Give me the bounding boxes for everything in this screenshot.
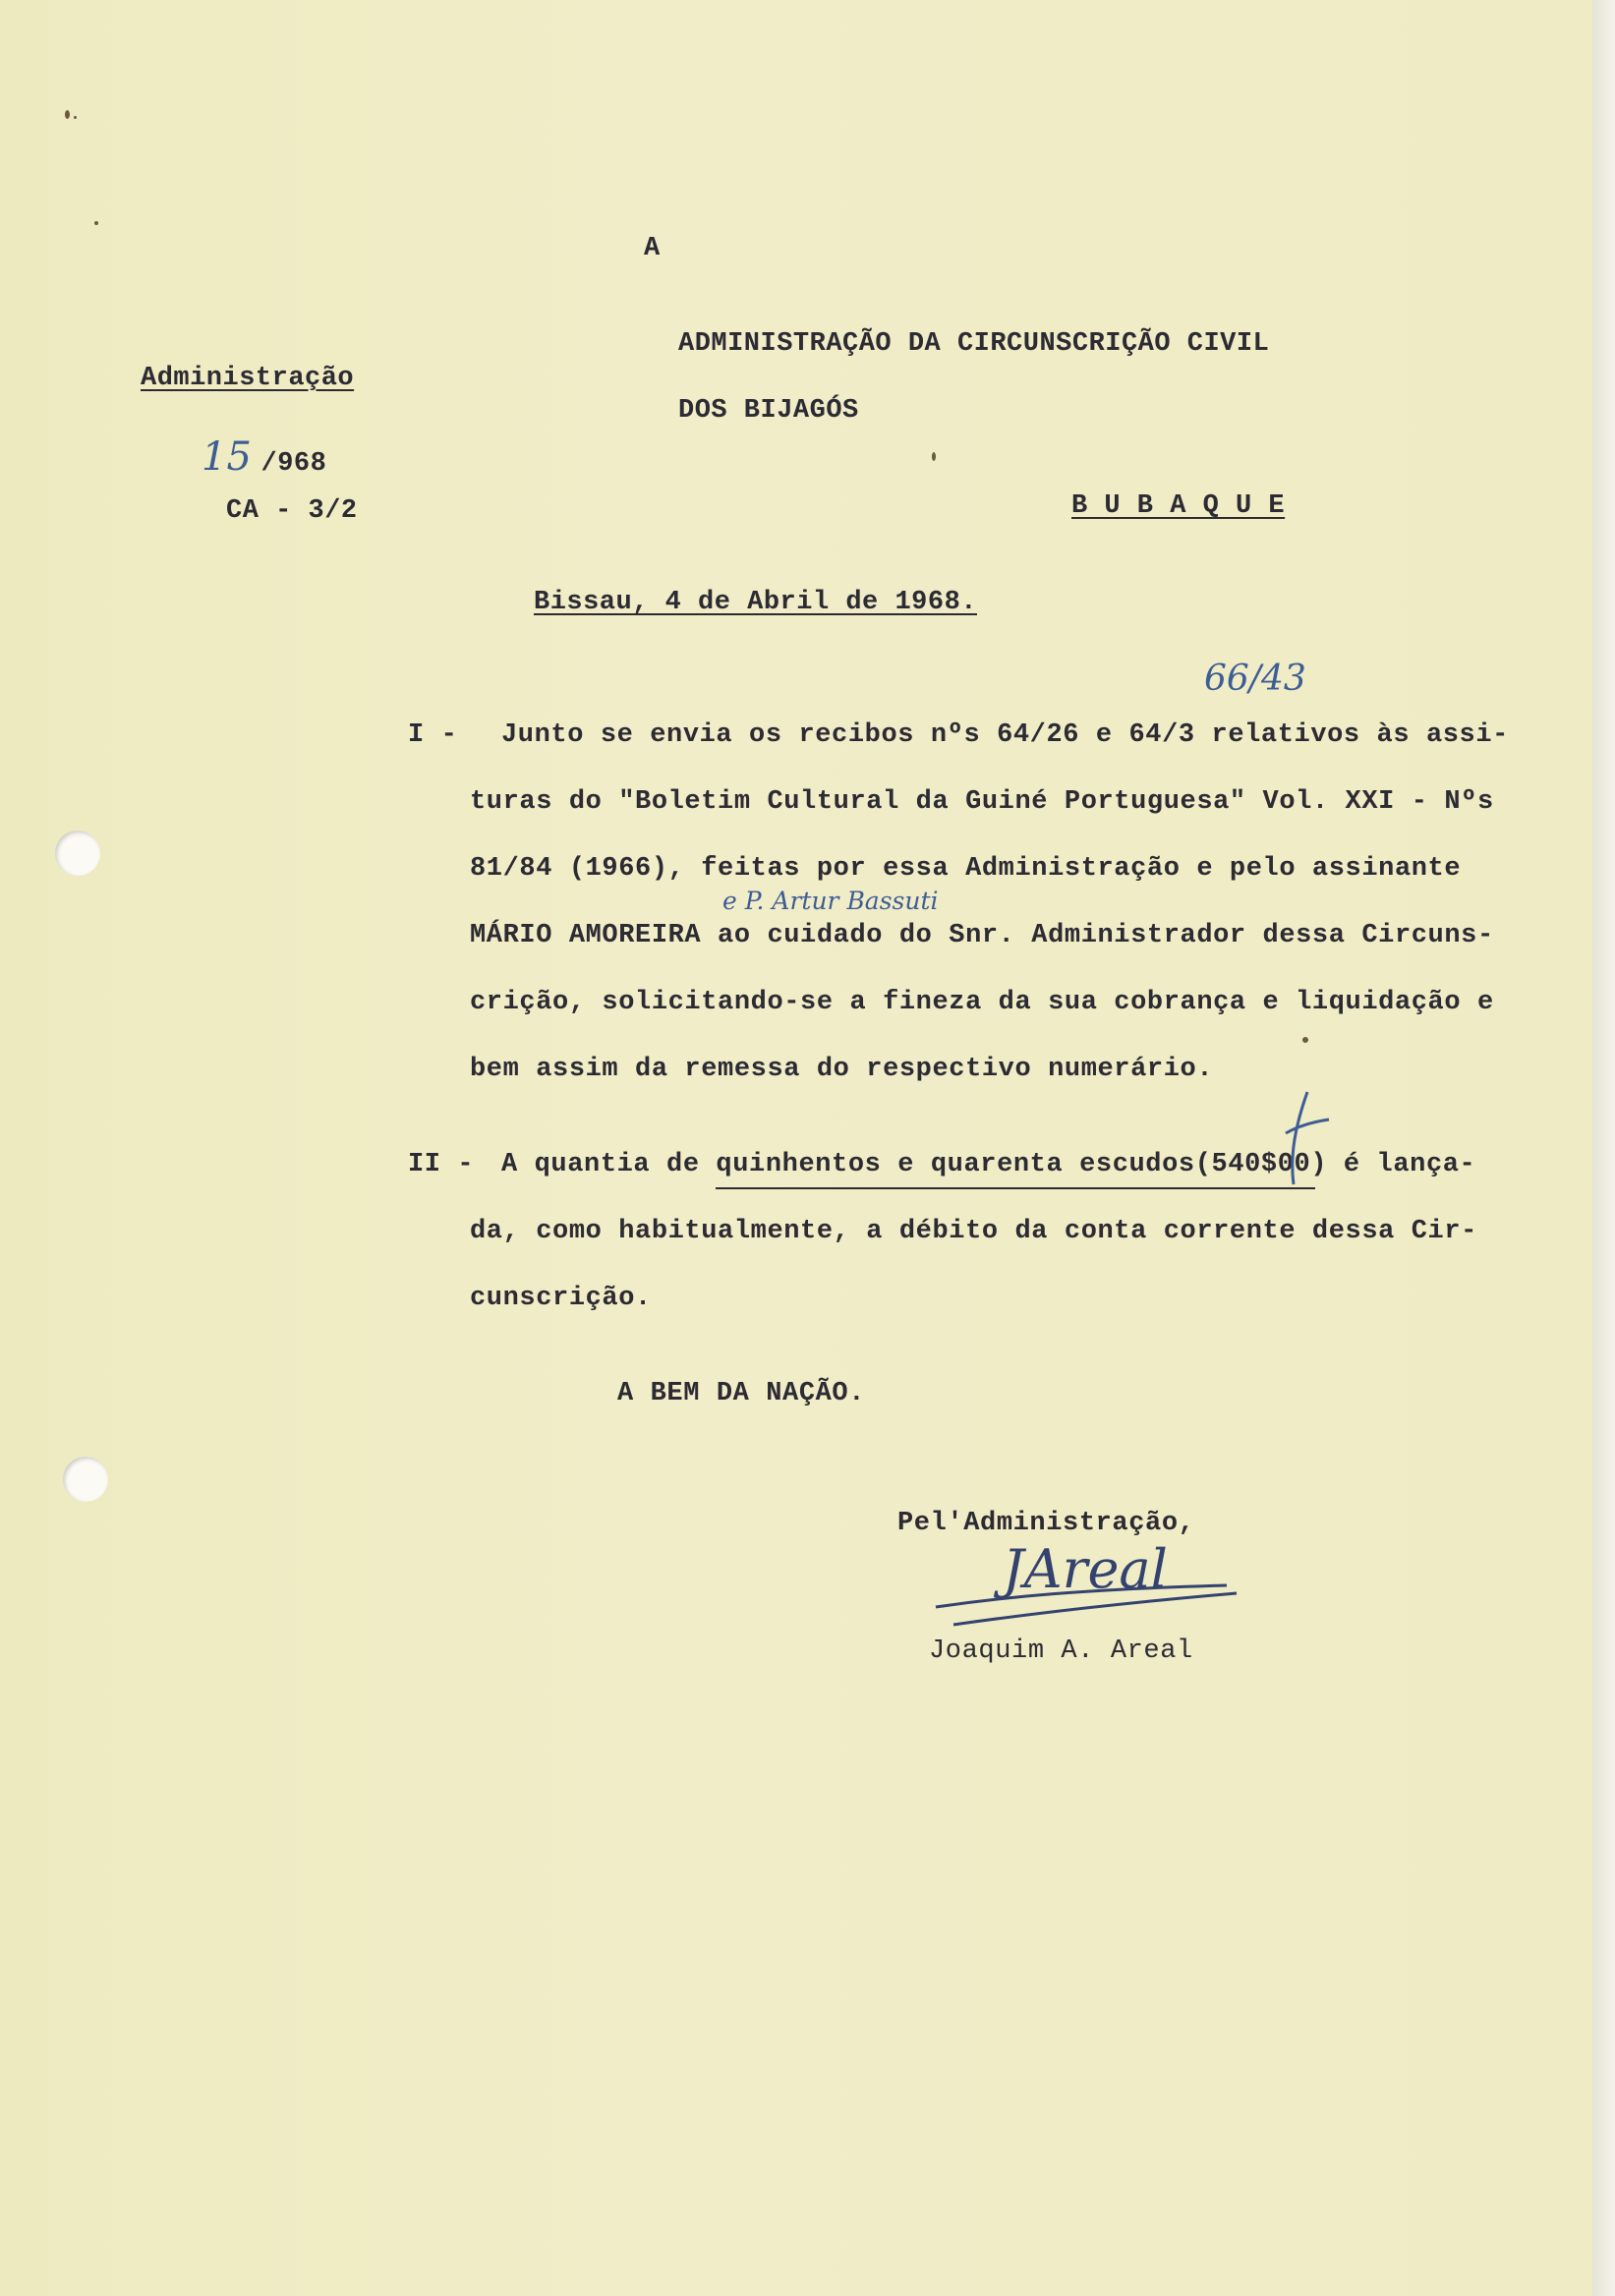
- paragraph-2-numeral: II -: [408, 1150, 475, 1179]
- amount-underline: [716, 1187, 1315, 1189]
- paragraph-1-line: MÁRIO AMOREIRA ao cuidado do Snr. Administrador dessa Circuns-: [470, 921, 1494, 950]
- closing-salutation: A BEM DA NAÇÃO.: [617, 1379, 866, 1408]
- paragraph-1-line: Junto se envia os recibos nºs 64/26 e 64/3 relativos às assi-: [501, 720, 1509, 750]
- handwritten-tick-mark: [1268, 1086, 1337, 1194]
- signoff-line: Pel'Administração,: [897, 1509, 1195, 1538]
- paragraph-1-line: turas do "Boletim Cultural da Guiné Portuguesa" Vol. XXI - Nºs: [470, 787, 1494, 817]
- paragraph-2-line: da, como habitualmente, a débito da conta corrente dessa Cir-: [470, 1217, 1477, 1246]
- recipient-line-1: ADMINISTRAÇÃO DA CIRCUNSCRIÇÃO CIVIL: [678, 329, 1270, 359]
- stain-speck: [932, 452, 936, 461]
- handwritten-note-top: 66/43: [1204, 659, 1306, 699]
- stain-speck: [74, 116, 77, 119]
- reference-number-handwritten: 15: [202, 434, 252, 480]
- paragraph-1-line: 81/84 (1966), feitas por essa Administração e pelo assinante: [470, 854, 1462, 884]
- signatory-name: Joaquim A. Areal: [929, 1636, 1193, 1666]
- punch-hole-bottom: [63, 1457, 108, 1502]
- stain-speck: [65, 110, 70, 119]
- punch-hole-top: [55, 831, 100, 876]
- handwritten-insertion: e P. Artur Bassuti: [722, 887, 939, 915]
- recipient-line-2: DOS BIJAGÓS: [678, 396, 859, 426]
- signature-flourish: [924, 1528, 1248, 1636]
- reference-number: [202, 434, 326, 480]
- addressee-prefix: A: [644, 234, 661, 263]
- paragraph-1-line: crição, solicitando-se a fineza da sua cobrança e liquidação e: [470, 988, 1494, 1017]
- scanner-edge: [1592, 0, 1615, 2296]
- reference-code: CA - 3/2: [226, 496, 358, 526]
- paragraph-2-line: cunscrição.: [470, 1284, 652, 1313]
- department-label: Administração: [141, 364, 355, 393]
- paragraph-1-numeral: I -: [408, 720, 458, 750]
- signature-text: JAreal: [1003, 1538, 1168, 1600]
- signature: [924, 1528, 1248, 1636]
- stain-speck: [94, 221, 98, 225]
- paragraph-2-line: A quantia de quinhentos e quarenta escudos(540$00) é lança-: [501, 1150, 1476, 1179]
- reference-number-suffix: /968: [260, 449, 327, 479]
- location-heading: B U B A Q U E: [1071, 491, 1286, 521]
- date-line: Bissau, 4 de Abril de 1968.: [534, 588, 977, 617]
- stain-speck: [1302, 1037, 1308, 1043]
- paragraph-1-line: bem assim da remessa do respectivo numerário.: [470, 1055, 1214, 1084]
